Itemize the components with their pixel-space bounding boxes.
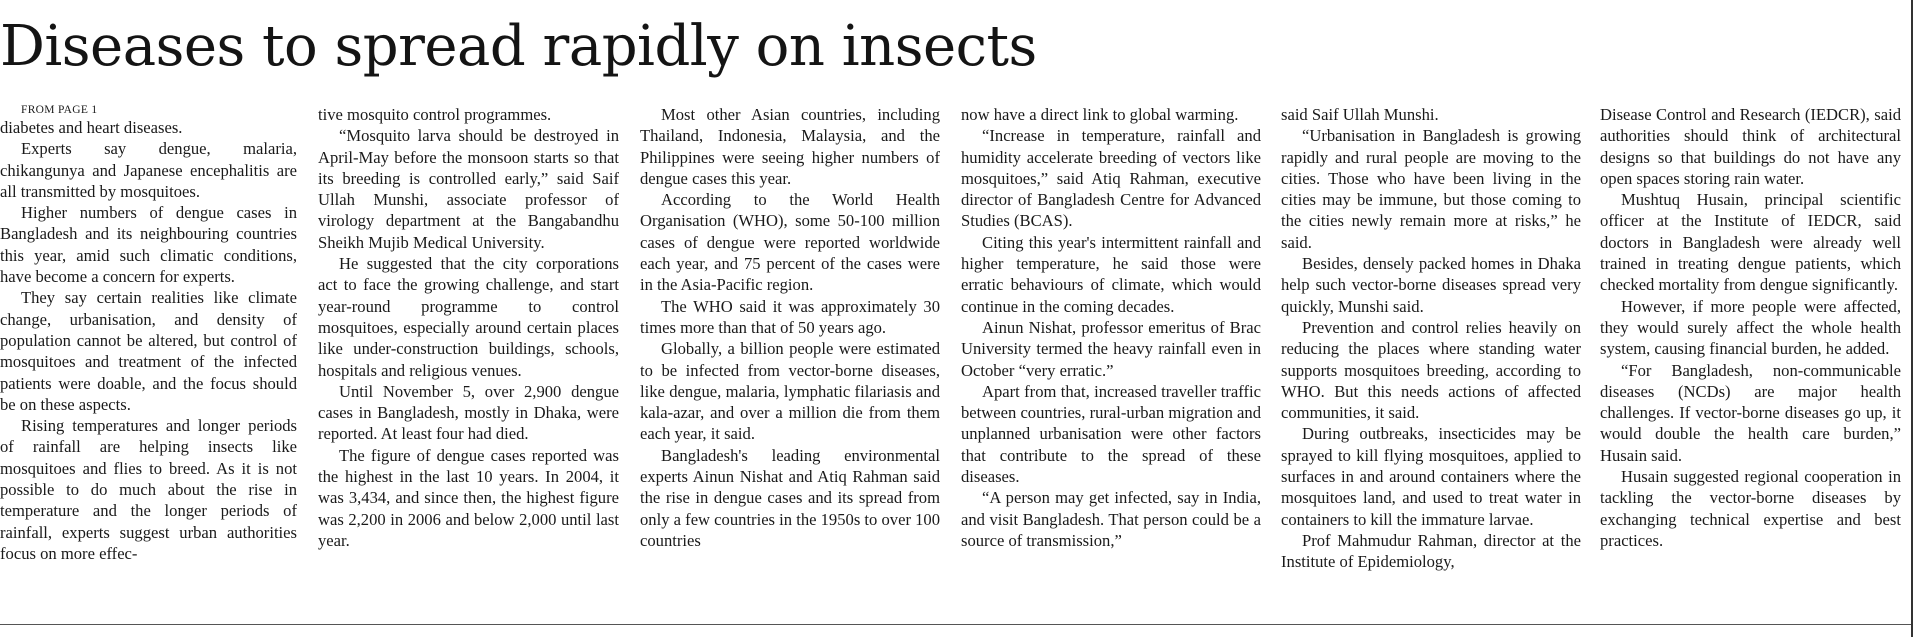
- from-page-label: FROM PAGE 1: [21, 104, 98, 116]
- paragraph: Husain suggested regional cooperation in tackling the vector-borne diseases by exchanging technical expertise and best practices.: [1600, 467, 1901, 550]
- article-column-6: [1600, 104, 1901, 620]
- paragraph: now have a direct link to global warming.: [961, 105, 1239, 124]
- paragraph: He suggested that the city corporations act to face the growing challenge, and start year-round programme to control mosquitoes, especially around certain places like under-construction buildings, schools, hospitals and religious venues.: [318, 254, 619, 380]
- paragraph: “Increase in temperature, rainfall and humidity accelerate breeding of vectors like mosquitoes,” said Atiq Rahman, executive director of Bangladesh Centre for Advanced Studies (BCAS).: [961, 126, 1261, 231]
- paragraph: Experts say dengue, malaria, chikangunya and Japanese encephalitis are all transmitted by mosquitoes.: [0, 139, 297, 201]
- paragraph: diabetes and heart diseases.: [0, 118, 183, 137]
- article-column-5: [1281, 104, 1581, 620]
- paragraph: Citing this year's intermittent rainfall and higher temperature, he said those were erratic behaviours of climate, which would continue in the coming decades.: [961, 232, 1261, 316]
- bottom-rule: [0, 624, 1913, 625]
- paragraph: “For Bangladesh, non-communicable diseases (NCDs) are major health challenges. If vector-borne diseases go up, it would double the health care burden,” Husain said.: [1600, 360, 1901, 465]
- paragraph: During outbreaks, insecticides may be sprayed to kill flying mosquitoes, applied to surfaces in and around containers where the mosquitoes land, and used to treat water in containers to kill the immature larvae.: [1281, 424, 1581, 529]
- paragraph: Apart from that, increased traveller traffic between countries, rural-urban migration and unplanned urbanisation were other factors that contribute to the spread of these diseases.: [961, 381, 1261, 487]
- paragraph: Prof Mahmudur Rahman, director at the Institute of Epidemiology,: [1281, 530, 1581, 572]
- paragraph: Besides, densely packed homes in Dhaka help such vector-borne diseases spread very quickly, Munshi said.: [1281, 254, 1581, 316]
- paragraph: The figure of dengue cases reported was the highest in the last 10 years. In 2004, it was 3,434, and since then, the highest figure was 2,200 in 2006 and below 2,000 until last year.: [318, 445, 619, 550]
- paragraph: “Mosquito larva should be destroyed in April-May before the monsoon starts so that its breeding is controlled early,” said Saif Ullah Munshi, associate professor of virology department at the Bangabandhu Sheikh Mujib Medical University.: [318, 126, 619, 252]
- paragraph: “Urbanisation in Bangladesh is growing rapidly and rural people are moving to the cities. Those who have been living in the cities may be immune, but those coming to the cities newly remain more at risks,” he said.: [1281, 126, 1581, 252]
- paragraph: Bangladesh's leading environmental experts Ainun Nishat and Atiq Rahman said the rise in dengue cases and its spread from only a few countries in the 1950s to over 100 countries: [640, 445, 940, 550]
- paragraph: Globally, a billion people were estimated to be infected from vector-borne diseases, like dengue, malaria, lymphatic filariasis and kala-azar, and over a million die from them each year, it said.: [640, 339, 940, 444]
- paragraph: Mushtuq Husain, principal scientific officer at the Institute of IEDCR, said doctors in Bangladesh were already well trained in treating dengue patients, which checked mortality from dengue significantly.: [1600, 190, 1901, 295]
- article-column-4: [961, 104, 1261, 620]
- paragraph: “A person may get infected, say in India, and visit Bangladesh. That person could be a source of transmission,”: [961, 488, 1261, 550]
- paragraph: The WHO said it was approximately 30 times more than that of 50 years ago.: [640, 296, 940, 337]
- paragraph: said Saif Ullah Munshi.: [1281, 105, 1439, 124]
- paragraph: Ainun Nishat, professor emeritus of Brac University termed the heavy rainfall even in October “very erratic.”: [961, 317, 1261, 380]
- paragraph: According to the World Health Organisation (WHO), some 50-100 million cases of dengue were reported worldwide each year, and 75 percent of the cases were in the Asia-Pacific region.: [640, 190, 940, 295]
- paragraph: tive mosquito control programmes.: [318, 105, 552, 124]
- article-column-1: [0, 104, 297, 620]
- paragraph: However, if more people were affected, they would surely affect the whole health system, causing financial burden, he added.: [1600, 296, 1901, 359]
- paragraph: Rising temperatures and longer periods of rainfall are helping insects like mosquitoes and flies to breed. As it is not possible to do much about the rise in temperature and the longer periods of rainfall, experts suggest urban authorities focus on more effec-: [0, 416, 297, 563]
- article-column-3: [640, 104, 940, 620]
- article-column-2: [318, 104, 619, 620]
- paragraph: Higher numbers of dengue cases in Bangladesh and its neighbouring countries this year, amid such climatic conditions, have become a concern for experts.: [0, 203, 297, 287]
- paragraph: Prevention and control relies heavily on reducing the places where standing water supports mosquitoes breeding, according to WHO. But this needs actions of affected communities, it said.: [1281, 317, 1581, 423]
- paragraph: They say certain realities like climate change, urbanisation, and density of population cannot be altered, but control of mosquitoes and treatment of the infected patients were doable, and the focus should be on these aspects.: [0, 288, 297, 414]
- paragraph: Most other Asian countries, including Thailand, Indonesia, Malaysia, and the Philippines were seeing higher numbers of dengue cases this year.: [640, 105, 940, 188]
- headline: Diseases to spread rapidly on insects: [0, 14, 1037, 79]
- paragraph: Disease Control and Research (IEDCR), said authorities should think of architectural designs so that buildings do not have any open spaces storing rain water.: [1600, 105, 1901, 188]
- paragraph: Until November 5, over 2,900 dengue cases in Bangladesh, mostly in Dhaka, were reported. At least four had died.: [318, 381, 619, 444]
